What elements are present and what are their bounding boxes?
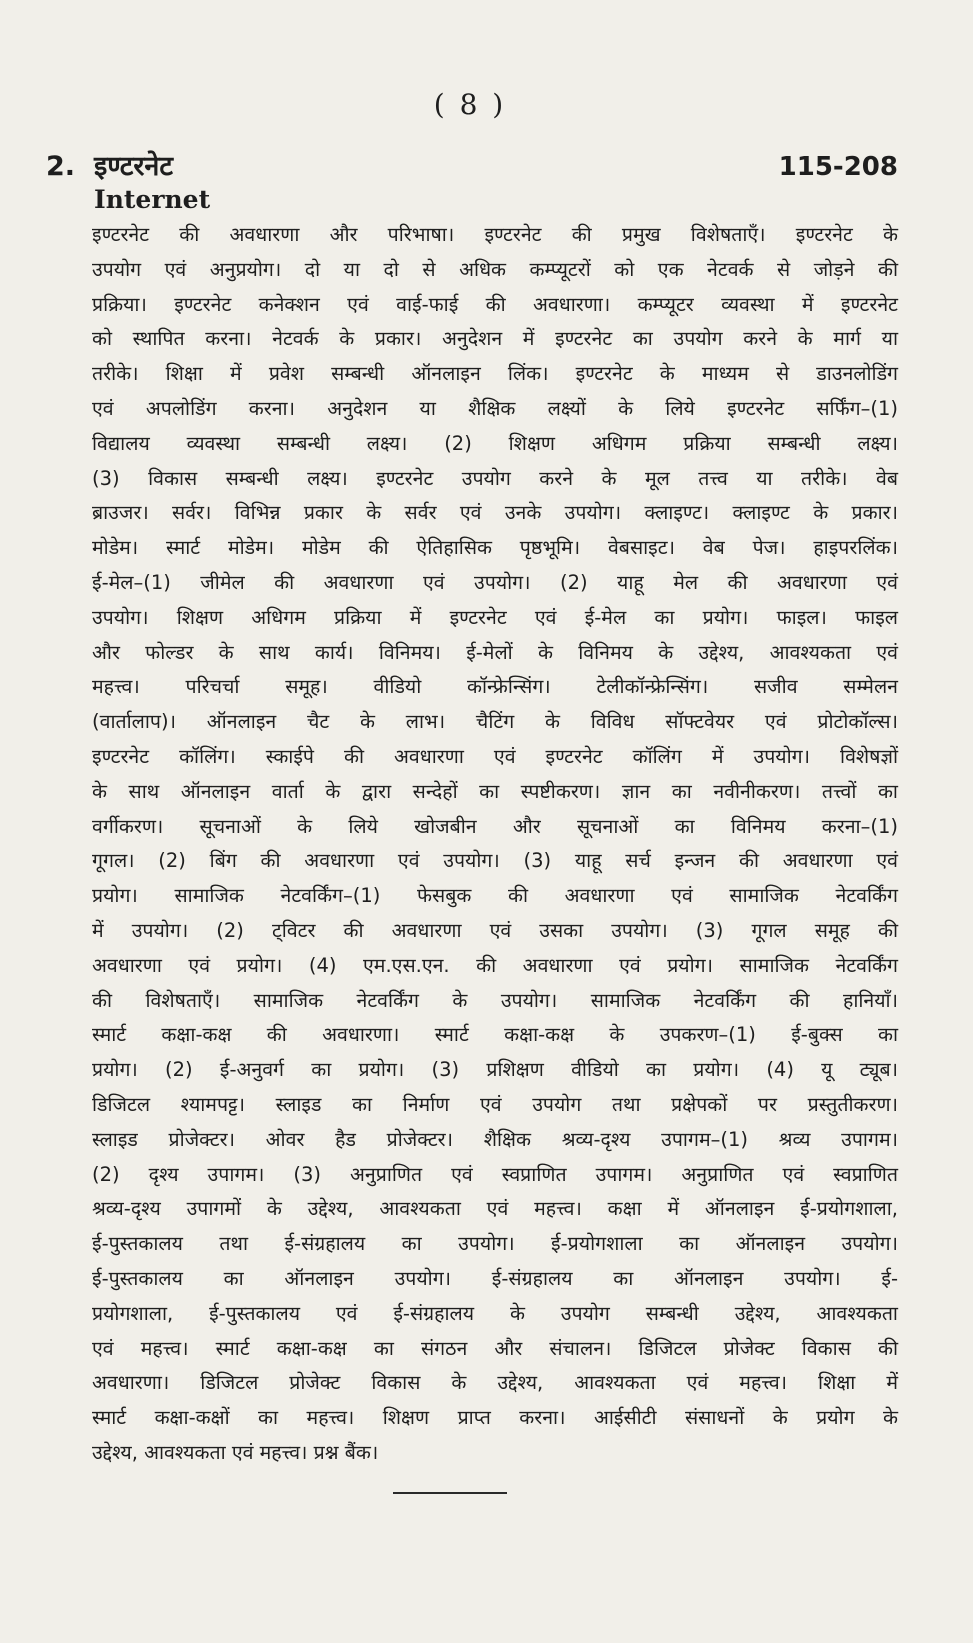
- body-line: प्रयोग। (2) ई-अनुवर्ग का प्रयोग। (3) प्रशिक्षण वीडियो का प्रयोग। (4) यू ट्यूब।: [92, 1058, 898, 1082]
- body-line: ई-मेल–(1) जीमेल की अवधारणा एवं उपयोग। (2) याहू मेल की अवधारणा एवं: [92, 570, 898, 594]
- body-line: प्रयोग। सामाजिक नेटवर्किंग–(1) फेसबुक की अवधारणा एवं सामाजिक नेटवर्किंग: [92, 884, 898, 908]
- course-code: 115-208: [778, 152, 898, 182]
- body-line: उद्देश्य, आवश्यकता एवं महत्त्व। प्रश्न बैंक।: [92, 1440, 379, 1464]
- body-line: श्रव्य-दृश्य उपागमों के उद्देश्य, आवश्यकता एवं महत्त्व। कक्षा में ऑनलाइन ई-प्रयोगशाला,: [92, 1197, 898, 1221]
- body-line: विद्यालय व्यवस्था सम्बन्धी लक्ष्य। (2) शिक्षण अधिगम प्रक्रिया सम्बन्धी लक्ष्य।: [92, 431, 898, 455]
- body-line: में उपयोग। (2) ट्विटर की अवधारणा एवं उसका उपयोग। (3) गूगल समूह की: [92, 918, 898, 942]
- body-line: एवं महत्त्व। स्मार्ट कक्षा-कक्ष का संगठन और संचालन। डिजिटल प्रोजेक्ट विकास की: [92, 1336, 898, 1360]
- page-number: ( 8 ): [433, 88, 507, 121]
- body-line: गूगल। (2) बिंग की अवधारणा एवं उपयोग। (3) याहू सर्च इन्जन की अवधारणा एवं: [92, 849, 898, 873]
- body-line: इण्टरनेट की अवधारणा और परिभाषा। इण्टरनेट की प्रमुख विशेषताएँ। इण्टरनेट के: [92, 223, 898, 246]
- body-line: को स्थापित करना। नेटवर्क के प्रकार। अनुदेशन में इण्टरनेट का उपयोग करने के मार्ग या: [92, 327, 898, 351]
- body-line: इण्टरनेट कॉलिंग। स्काईपे की अवधारणा एवं इण्टरनेट कॉलिंग में उपयोग। विशेषज्ञों: [92, 744, 898, 768]
- body-line: (वार्तालाप)। ऑनलाइन चैट के लाभ। चैटिंग के विविध सॉफ्टवेयर एवं प्रोटोकॉल्स।: [92, 710, 898, 734]
- body-line: स्मार्ट कक्षा-कक्षों का महत्त्व। शिक्षण प्राप्त करना। आईसीटी संसाधनों के प्रयोग के: [92, 1406, 898, 1430]
- body-line: के साथ ऑनलाइन वार्ता के द्वारा सन्देहों का स्पष्टीकरण। ज्ञान का नवीनीकरण। तत्त्वों का: [92, 779, 898, 803]
- body-line: प्रक्रिया। इण्टरनेट कनेक्शन एवं वाई-फाई की अवधारणा। कम्प्यूटर व्यवस्था में इण्टरनेट: [92, 292, 898, 316]
- body-line: ई-पुस्तकालय का ऑनलाइन उपयोग। ई-संग्रहालय का ऑनलाइन उपयोग। ई-: [92, 1266, 898, 1290]
- body-line: स्लाइड प्रोजेक्टर। ओवर हैड प्रोजेक्टर। शैक्षिक श्रव्य-दृश्य उपागम–(1) श्रव्य उपागम।: [92, 1127, 898, 1151]
- body-line: ब्राउजर। सर्वर। विभिन्न प्रकार के सर्वर एवं उनके उपयोग। क्लाइण्ट। क्लाइण्ट के प्रकार।: [92, 501, 898, 525]
- body-line: डिजिटल श्यामपट्ट। स्लाइड का निर्माण एवं उपयोग तथा प्रक्षेपकों पर प्रस्तुतीकरण।: [92, 1092, 898, 1116]
- body-line: मोडेम। स्मार्ट मोडेम। मोडेम की ऐतिहासिक पृष्ठभूमि। वेबसाइट। वेब पेज। हाइपरलिंक।: [92, 536, 898, 560]
- body-line: एवं अपलोडिंग करना। अनुदेशन या शैक्षिक लक्ष्यों के लिये इण्टरनेट सर्फिंग–(1): [92, 396, 898, 420]
- body-line: उपयोग। शिक्षण अधिगम प्रक्रिया में इण्टरनेट एवं ई-मेल का प्रयोग। फाइल। फाइल: [92, 605, 898, 629]
- body-line: (2) दृश्य उपागम। (3) अनुप्राणित एवं स्वप्राणित उपागम। अनुप्राणित एवं स्वप्राणित: [92, 1162, 898, 1186]
- body-line: तरीके। शिक्षा में प्रवेश सम्बन्धी ऑनलाइन लिंक। इण्टरनेट के माध्यम से डाउनलोडिंग: [92, 362, 898, 386]
- section-number: 2.: [46, 151, 76, 182]
- body-line: अवधारणा एवं प्रयोग। (4) एम.एस.एन. की अवधारणा एवं प्रयोग। सामाजिक नेटवर्किंग: [92, 953, 898, 977]
- body-line: महत्त्व। परिचर्चा समूह। वीडियो कॉन्फ्रेन्सिंग। टेलीकॉन्फ्रेन्सिंग। सजीव सम्मेलन: [92, 675, 898, 699]
- body-line: वर्गीकरण। सूचनाओं के लिये खोजबीन और सूचनाओं का विनिमय करना–(1): [92, 814, 898, 838]
- body-line: और फोल्डर के साथ कार्य। विनिमय। ई-मेलों के विनिमय के उद्देश्य, आवश्यकता एवं: [92, 640, 898, 664]
- syllabus-body: [92, 218, 898, 1471]
- section-heading: [46, 146, 898, 183]
- section-title-hindi: इण्टरनेट: [94, 151, 174, 182]
- body-line: अवधारणा। डिजिटल प्रोजेक्ट विकास के उद्देश्य, आवश्यकता एवं महत्त्व। शिक्षा में: [92, 1371, 898, 1395]
- body-line: प्रयोगशाला, ई-पुस्तकालय एवं ई-संग्रहालय के उपयोग सम्बन्धी उद्देश्य, आवश्यकता: [92, 1301, 898, 1325]
- body-line: की विशेषताएँ। सामाजिक नेटवर्किंग के उपयोग। सामाजिक नेटवर्किंग की हानियाँ।: [92, 988, 898, 1012]
- body-line: स्मार्ट कक्षा-कक्ष की अवधारणा। स्मार्ट कक्षा-कक्ष के उपकरण–(1) ई-बुक्स का: [92, 1023, 898, 1047]
- body-line: (3) विकास सम्बन्धी लक्ष्य। इण्टरनेट उपयोग करने के मूल तत्त्व या तरीके। वेब: [92, 466, 898, 490]
- body-line: ई-पुस्तकालय तथा ई-संग्रहालय का उपयोग। ई-प्रयोगशाला का ऑनलाइन उपयोग।: [92, 1232, 898, 1256]
- section-title-english: Internet: [94, 185, 211, 214]
- body-line: उपयोग एवं अनुप्रयोग। दो या दो से अधिक कम्प्यूटरों को एक नेटवर्क से जोड़ने की: [92, 257, 898, 281]
- section-heading-left: [46, 146, 173, 183]
- end-divider: [393, 1492, 507, 1494]
